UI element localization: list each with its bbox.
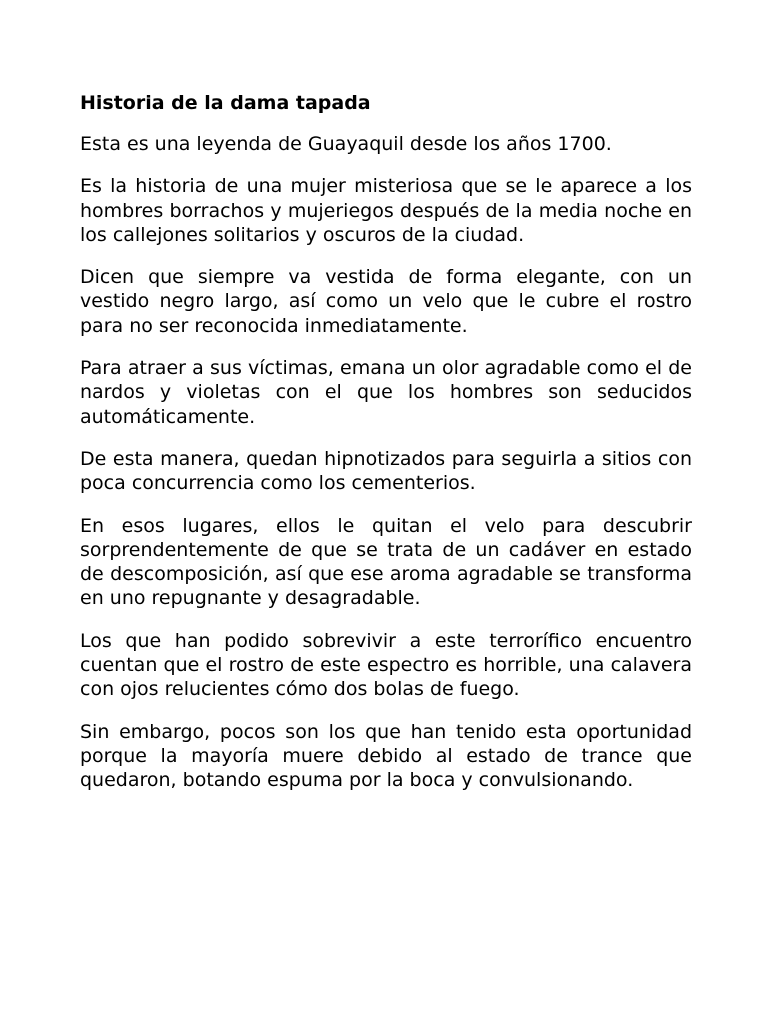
paragraph-2: Es la historia de una mujer misteriosa que se le aparece a los hombres borrachos y mujeriegos después de la media noche en los callejones solitarios y oscuros de la ciudad. xyxy=(80,175,692,246)
paragraph-4: Para atraer a sus víctimas, emana un olor agradable como el de nardos y violetas con el que los hombres son seducidos automáticamente. xyxy=(80,357,692,428)
paragraph-3: Dicen que siempre va vestida de forma elegante, con un vestido negro largo, así como un velo que le cubre el rostro para no ser reconocida inmediatamente. xyxy=(80,266,692,337)
document-title: Historia de la dama tapada xyxy=(80,92,371,114)
paragraph-7: Los que han podido sobrevivir a este terrorífico encuentro cuentan que el rostro de este espectro es horrible, una calavera con ojos relucientes cómo dos bolas de fuego. xyxy=(80,629,692,701)
paragraph-1: Esta es una leyenda de Guayaquil desde los años 1700. xyxy=(80,133,612,155)
document-body xyxy=(80,91,692,811)
paragraph-6: En esos lugares, ellos le quitan el velo para descubrir sorprendentemente de que se trata de un cadáver en estado de descomposición, así que ese aroma agradable se transforma en uno repugnante y desagradable. xyxy=(80,514,692,610)
paragraph-5: De esta manera, quedan hipnotizados para seguirla a sitios con poca concurrencia como los cementerios. xyxy=(80,447,692,495)
paragraph-8: Sin embargo, pocos son los que han tenido esta oportunidad porque la mayoría muere debido al estado de trance que quedaron, botando espuma por la boca y convulsionando. xyxy=(80,720,692,792)
